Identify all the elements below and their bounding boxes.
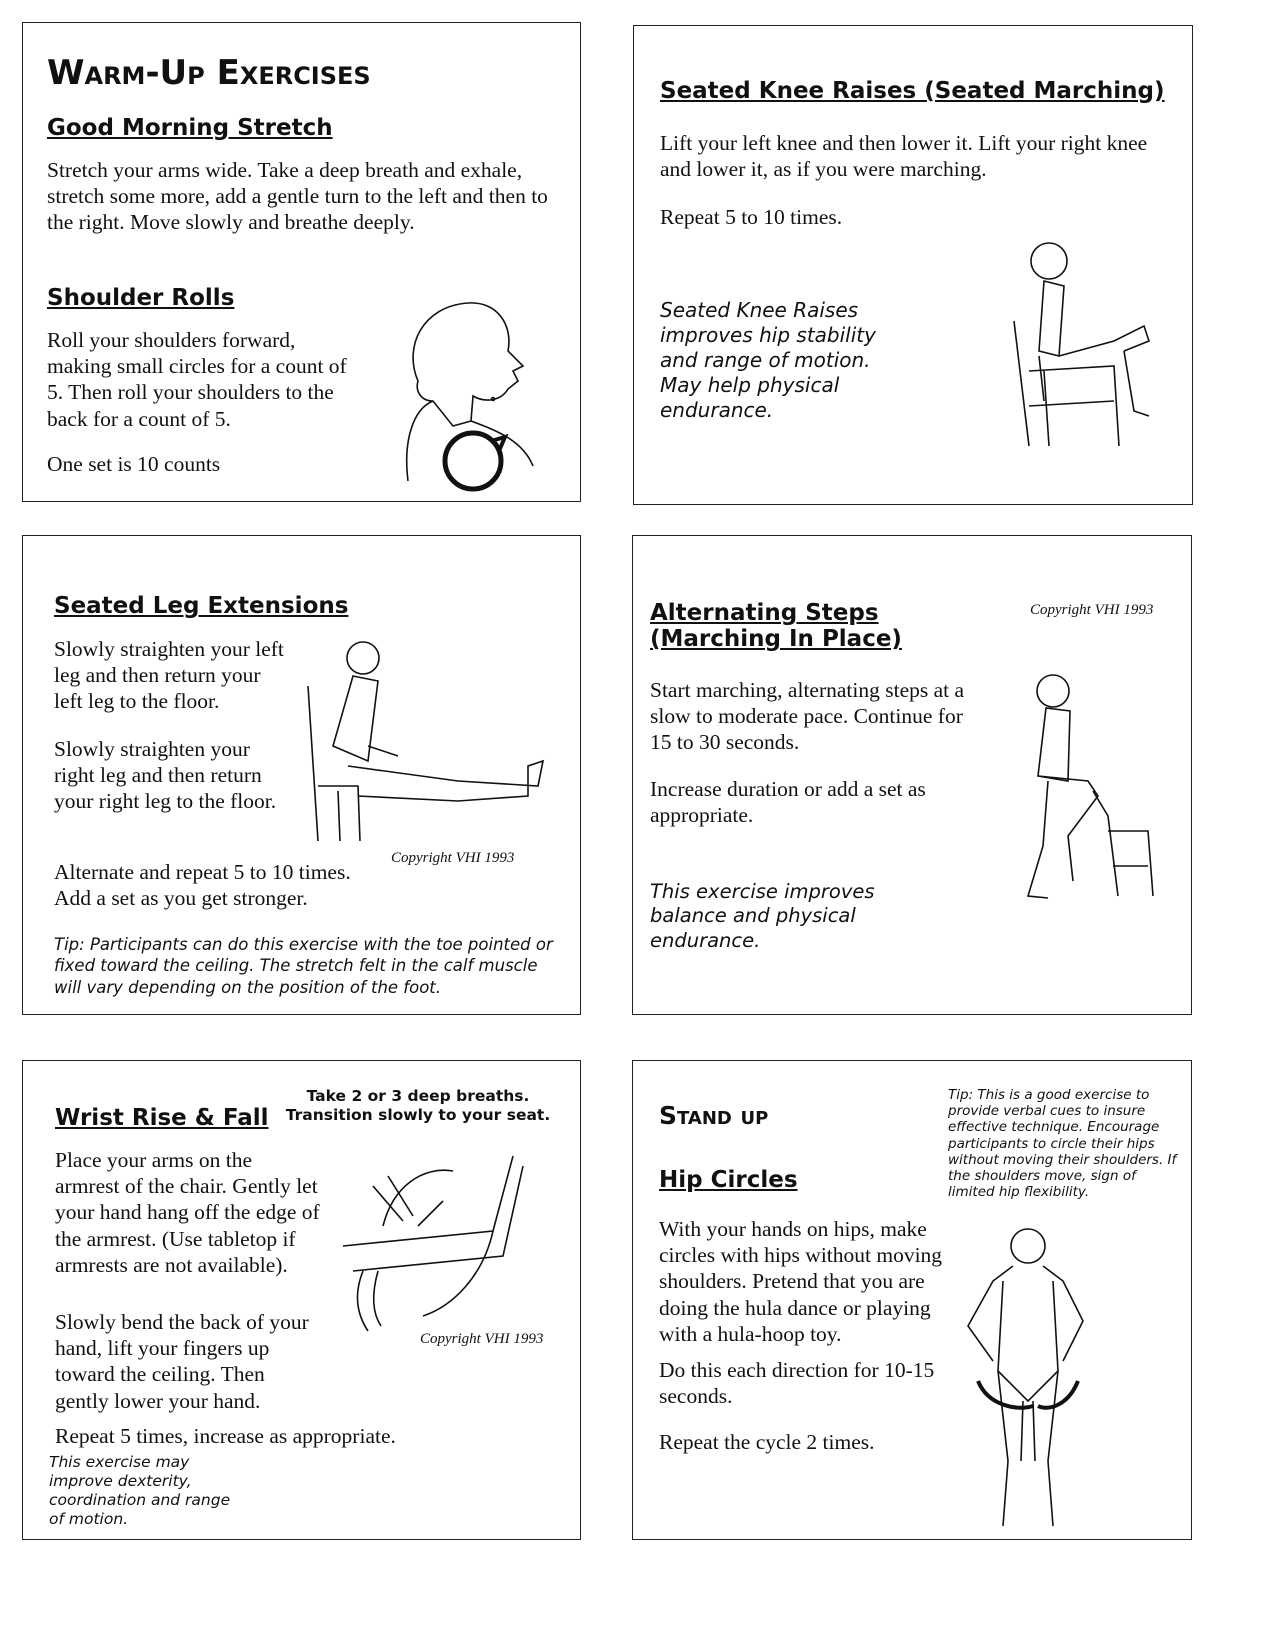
- card-warmup: [22, 22, 581, 502]
- wrist-benefit: This exercise may improve dexterity, coordination and range of motion.: [49, 1453, 231, 1528]
- hip-tip: Tip: This is a good exercise to provide verbal cues to insure effective technique. Encourage participants to circle their hips without moving their shoulders. If the shoulders move, sign of limited hip flexibility.: [948, 1087, 1177, 1201]
- knee-raises-repeat: Repeat 5 to 10 times.: [660, 205, 843, 229]
- warmup-title: Warm-Up Exercises: [47, 53, 371, 93]
- hip-circles-heading: Hip Circles: [659, 1167, 798, 1193]
- card-knee-raises: [633, 25, 1193, 505]
- card-alternating-steps: [632, 535, 1192, 1015]
- shoulder-rolls-set: One set is 10 counts: [47, 452, 221, 476]
- shoulder-rolls-text: Roll your shoulders forward, making small circles for a count of 5. Then roll your shoulders to the back for a count of 5.: [47, 328, 347, 431]
- hip-circles-repeat: Repeat the cycle 2 times.: [659, 1430, 875, 1454]
- wrist-text1: Place your arms on the armrest of the chair. Gently let your hand hang off the edge of the armrest. (Use tabletop if armrests are not available).: [55, 1148, 320, 1277]
- good-morning-heading: Good Morning Stretch: [47, 115, 333, 141]
- leg-extensions-repeat: Alternate and repeat 5 to 10 times. Add a set as you get stronger.: [54, 860, 351, 911]
- alternating-steps-copyright: Copyright VHI 1993: [1030, 602, 1154, 618]
- hip-circles-text2: Do this each direction for 10-15 seconds.: [659, 1358, 935, 1409]
- leg-extensions-tip: Tip: Participants can do this exercise with the toe pointed or fixed toward the ceiling. The stretch felt in the calf muscle will vary depending on the position of the foot.: [54, 935, 553, 997]
- wrist-heading: Wrist Rise & Fall: [55, 1105, 269, 1131]
- knee-raises-benefit: Seated Knee Raises improves hip stability and range of motion. May help physical endurance.: [660, 298, 876, 422]
- leg-extension-illustration: [298, 636, 548, 846]
- alternating-steps-heading: Alternating Steps (Marching In Place): [650, 600, 902, 653]
- wrist-copyright: Copyright VHI 1993: [420, 1331, 544, 1347]
- leg-extensions-copyright: Copyright VHI 1993: [391, 850, 515, 866]
- knee-raise-illustration: [1004, 231, 1169, 461]
- stand-up-title: Stand up: [659, 1101, 769, 1130]
- alternating-steps-illustration: [1008, 666, 1168, 906]
- card-wrist-rise-fall: [22, 1060, 581, 1540]
- knee-raises-text: Lift your left knee and then lower it. Lift your right knee and lower it, as if you were marching.: [660, 131, 1148, 182]
- leg-extensions-text1: Slowly straighten your left leg and then return your left leg to the floor.: [54, 637, 284, 714]
- leg-extensions-text2: Slowly straighten your right leg and then return your right leg to the floor.: [54, 737, 277, 814]
- card-hip-circles: [632, 1060, 1192, 1540]
- wrist-text2: Slowly bend the back of your hand, lift your fingers up toward the ceiling. Then gently lower your hand.: [55, 1310, 309, 1413]
- alternating-steps-benefit: This exercise improves balance and physical endurance.: [650, 880, 875, 952]
- hip-circles-illustration: [953, 1221, 1103, 1536]
- wrist-note: Take 2 or 3 deep breaths. Transition slowly to your seat.: [285, 1087, 551, 1124]
- hip-circles-text: With your hands on hips, make circles with hips without moving shoulders. Pretend that you are doing the hula dance or playing with a hula-hoop toy.: [659, 1217, 943, 1346]
- knee-raises-heading: Seated Knee Raises (Seated Marching): [660, 78, 1165, 104]
- alternating-steps-text: Start marching, alternating steps at a slow to moderate pace. Continue for 15 to 30 seconds.: [650, 678, 965, 755]
- shoulder-roll-illustration: [373, 291, 553, 496]
- good-morning-text: Stretch your arms wide. Take a deep breath and exhale, stretch some more, add a gentle turn to the left and then to the right. Move slowly and breathe deeply.: [47, 158, 548, 235]
- wrist-repeat: Repeat 5 times, increase as appropriate.: [55, 1424, 396, 1448]
- card-leg-extensions: [22, 535, 581, 1015]
- leg-extensions-heading: Seated Leg Extensions: [54, 593, 349, 619]
- shoulder-rolls-heading: Shoulder Rolls: [47, 285, 235, 311]
- wrist-illustration: [333, 1146, 548, 1336]
- alternating-steps-text2: Increase duration or add a set as appropriate.: [650, 777, 926, 828]
